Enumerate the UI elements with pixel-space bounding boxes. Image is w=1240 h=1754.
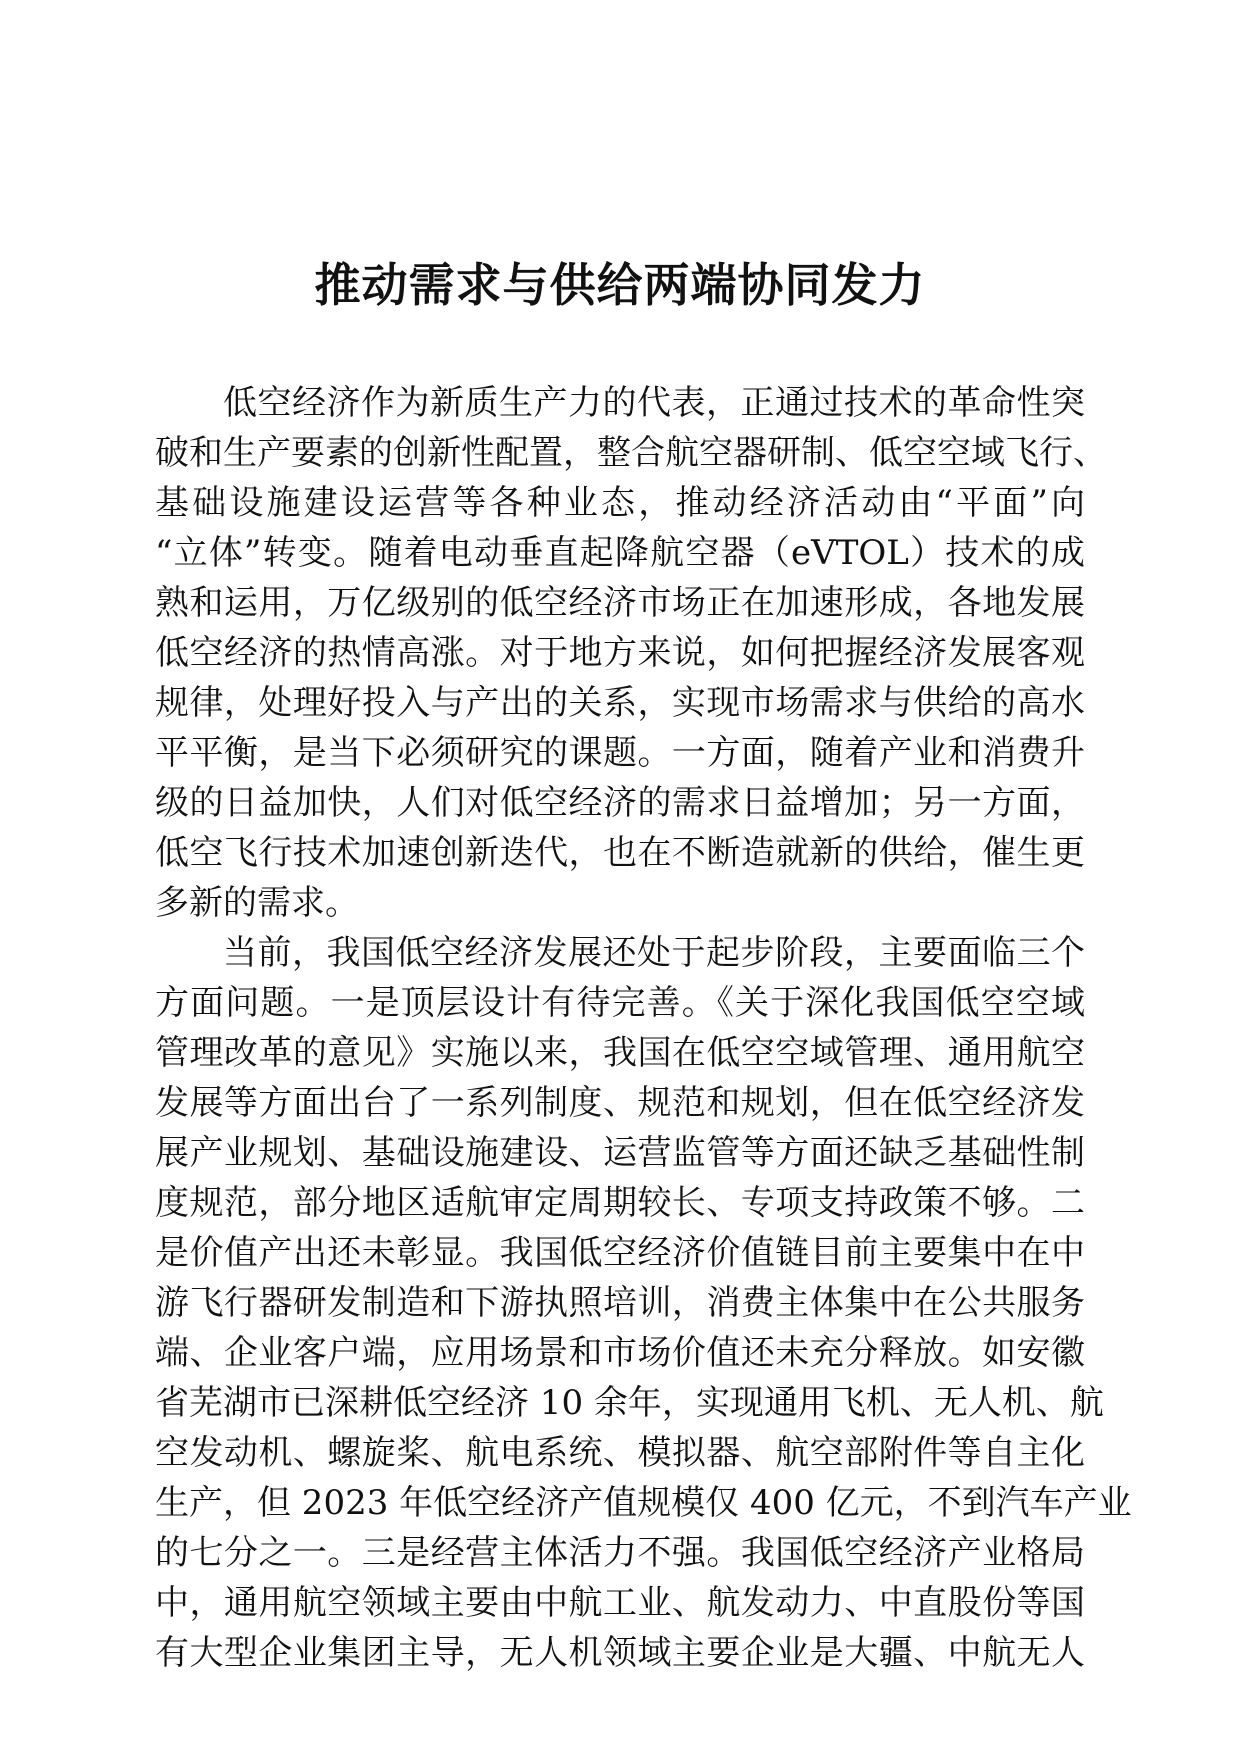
paragraph-line: 生产，但 2023 年低空经济产值规模仅 400 亿元，不到汽车产业: [155, 1483, 1132, 1523]
paragraph-line: 省芜湖市已深耕低空经济 10 余年，实现通用飞机、无人机、航: [155, 1383, 1104, 1423]
paragraph-line: 当前，我国低空经济发展还处于起步阶段，主要面临三个: [223, 933, 1085, 973]
document-title: 推动需求与供给两端协同发力: [314, 258, 926, 312]
paragraph-line: 级的日益加快，人们对低空经济的需求日益增加；另一方面，: [155, 783, 1085, 823]
paragraph-line: 基础设施建设运营等各种业态，推动经济活动由“平面”向: [155, 483, 1085, 523]
paragraph-line: 游飞行器研发制造和下游执照培训，消费主体集中在公共服务: [155, 1283, 1085, 1323]
paragraph-line: 规律，处理好投入与产出的关系，实现市场需求与供给的高水: [155, 683, 1085, 723]
document-body: [155, 378, 1132, 1678]
paragraph-line: 有大型企业集团主导，无人机领域主要企业是大疆、中航无人: [155, 1633, 1085, 1673]
paragraph-line: “立体”转变。随着电动垂直起降航空器（eVTOL）技术的成: [155, 533, 1085, 573]
paragraph-line: 是价值产出还未彰显。我国低空经济价值链目前主要集中在中: [155, 1233, 1085, 1273]
paragraph-line: 熟和运用，万亿级别的低空经济市场正在加速形成，各地发展: [155, 583, 1085, 623]
paragraph-line: 发展等方面出台了一系列制度、规范和规划，但在低空经济发: [155, 1083, 1085, 1123]
paragraph-line: 的七分之一。三是经营主体活力不强。我国低空经济产业格局: [155, 1533, 1085, 1573]
paragraph-2: [155, 928, 1132, 1678]
paragraph-line: 度规范，部分地区适航审定周期较长、专项支持政策不够。二: [155, 1183, 1085, 1223]
paragraph-line: 端、企业客户端，应用场景和市场价值还未充分释放。如安徽: [155, 1333, 1085, 1373]
paragraph-line: 平平衡，是当下必须研究的课题。一方面，随着产业和消费升: [155, 733, 1085, 773]
paragraph-line: 方面问题。一是顶层设计有待完善。《关于深化我国低空空域: [155, 983, 1085, 1023]
paragraph-line: 低空经济作为新质生产力的代表，正通过技术的革命性突: [223, 383, 1085, 423]
paragraph-line: 空发动机、螺旋桨、航电系统、模拟器、航空部附件等自主化: [155, 1433, 1085, 1473]
paragraph-line: 破和生产要素的创新性配置，整合航空器研制、低空空域飞行、: [155, 433, 1107, 473]
paragraph-line: 管理改革的意见》实施以来，我国在低空空域管理、通用航空: [155, 1033, 1085, 1073]
paragraph-line: 低空飞行技术加速创新迭代，也在不断造就新的供给，催生更: [155, 833, 1085, 873]
paragraph-1: [155, 378, 1107, 928]
paragraph-line: 低空经济的热情高涨。对于地方来说，如何把握经济发展客观: [155, 633, 1085, 673]
paragraph-line: 中，通用航空领域主要由中航工业、航发动力、中直股份等国: [155, 1583, 1085, 1623]
paragraph-line: 多新的需求。: [155, 883, 359, 923]
paragraph-line: 展产业规划、基础设施建设、运营监管等方面还缺乏基础性制: [155, 1133, 1085, 1173]
